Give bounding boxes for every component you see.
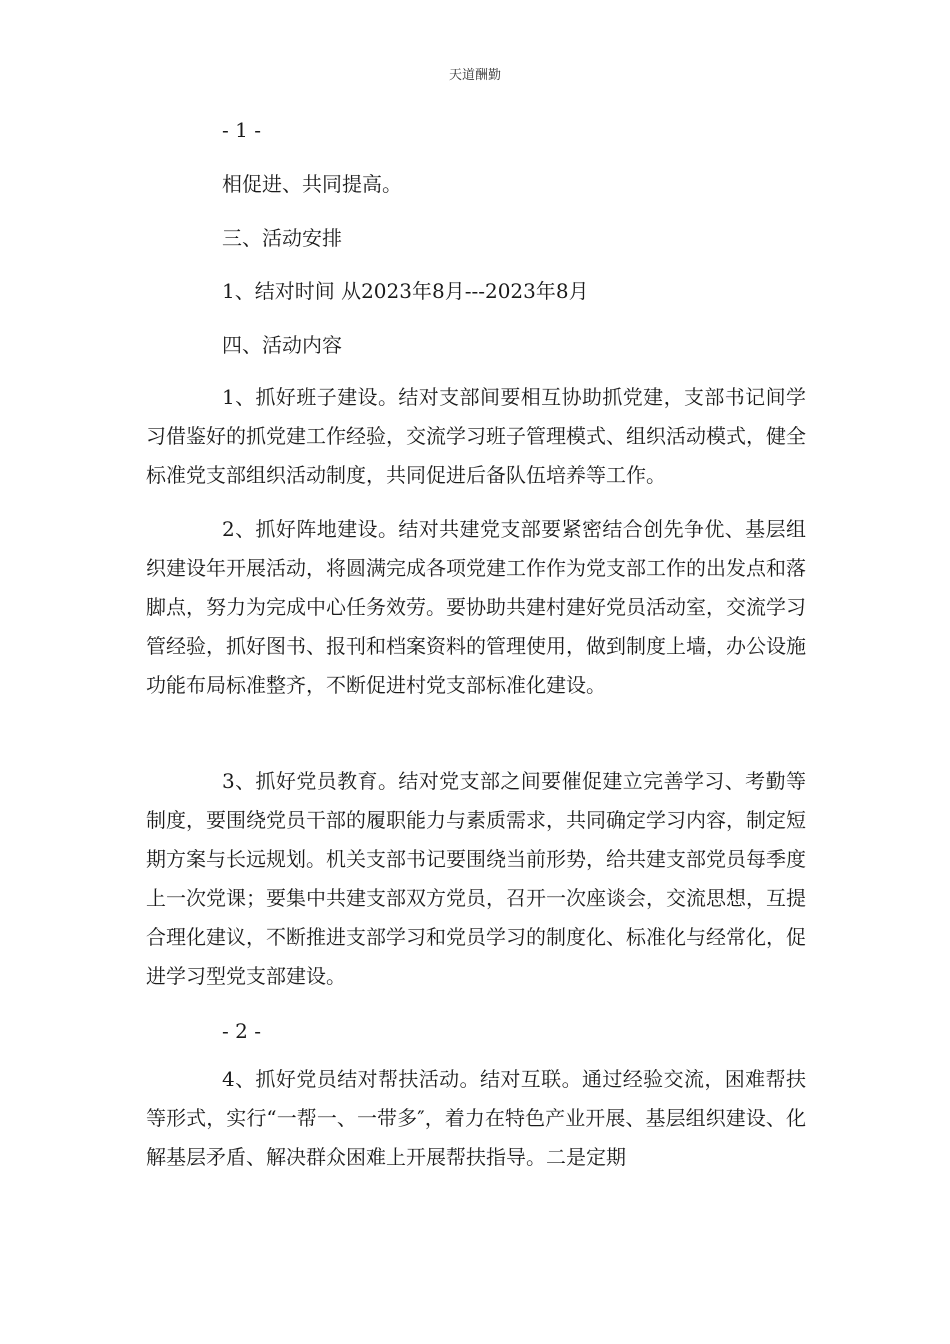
pairing-time-line: 1、结对时间 从2023年8月---2023年8月: [222, 279, 589, 303]
paragraph-position-building: 2、抓好阵地建设。结对共建党支部要紧密结合创先争优、基层组织建设年开展活动，将圆满完成各项党建工作作为党支部工作的出发点和落脚点，努力为完成中心任务效劳。要协助共建村建好党员活动室，交流学习管经验，抓好图书、报刊和档案资料的管理使用，做到制度上墙，办公设施功能布局标准整齐，不断促进村党支部标准化建设。: [146, 517, 806, 697]
paragraph-team-building: 1、抓好班子建设。结对支部间要相互协助抓党建，支部书记间学习借鉴好的抓党建工作经验，交流学习班子管理模式、组织活动模式，健全标准党支部组织活动制度，共同促进后备队伍培养等工作。: [146, 385, 806, 487]
continuation-line: 相促进、共同提高。: [222, 172, 402, 196]
page-number-2: - 2 -: [222, 1019, 261, 1043]
page-number-1: - 1 -: [222, 118, 261, 142]
paragraph-assistance-activity: 4、抓好党员结对帮扶活动。结对互联。通过经验交流，困难帮扶等形式，实行“一帮一、一带多″，着力在特色产业开展、基层组织建设、化解基层矛盾、解决群众困难上开展帮扶指导。二是定期: [146, 1067, 806, 1169]
section-heading-arrangement: 三、活动安排: [222, 226, 342, 250]
page-header: 天道酬勤: [448, 68, 501, 83]
paragraph-member-education: 3、抓好党员教育。结对党支部之间要催促建立完善学习、考勤等制度，要围绕党员干部的履职能力与素质需求，共同确定学习内容，制定短期方案与长远规划。机关支部书记要围绕当前形势，给共建支部党员每季度上一次党课；要集中共建支部双方党员，召开一次座谈会，交流思想，互提合理化建议，不断推进支部学习和党员学习的制度化、标准化与经常化，促进学习型党支部建设。: [146, 769, 806, 988]
section-heading-content: 四、活动内容: [222, 333, 342, 357]
